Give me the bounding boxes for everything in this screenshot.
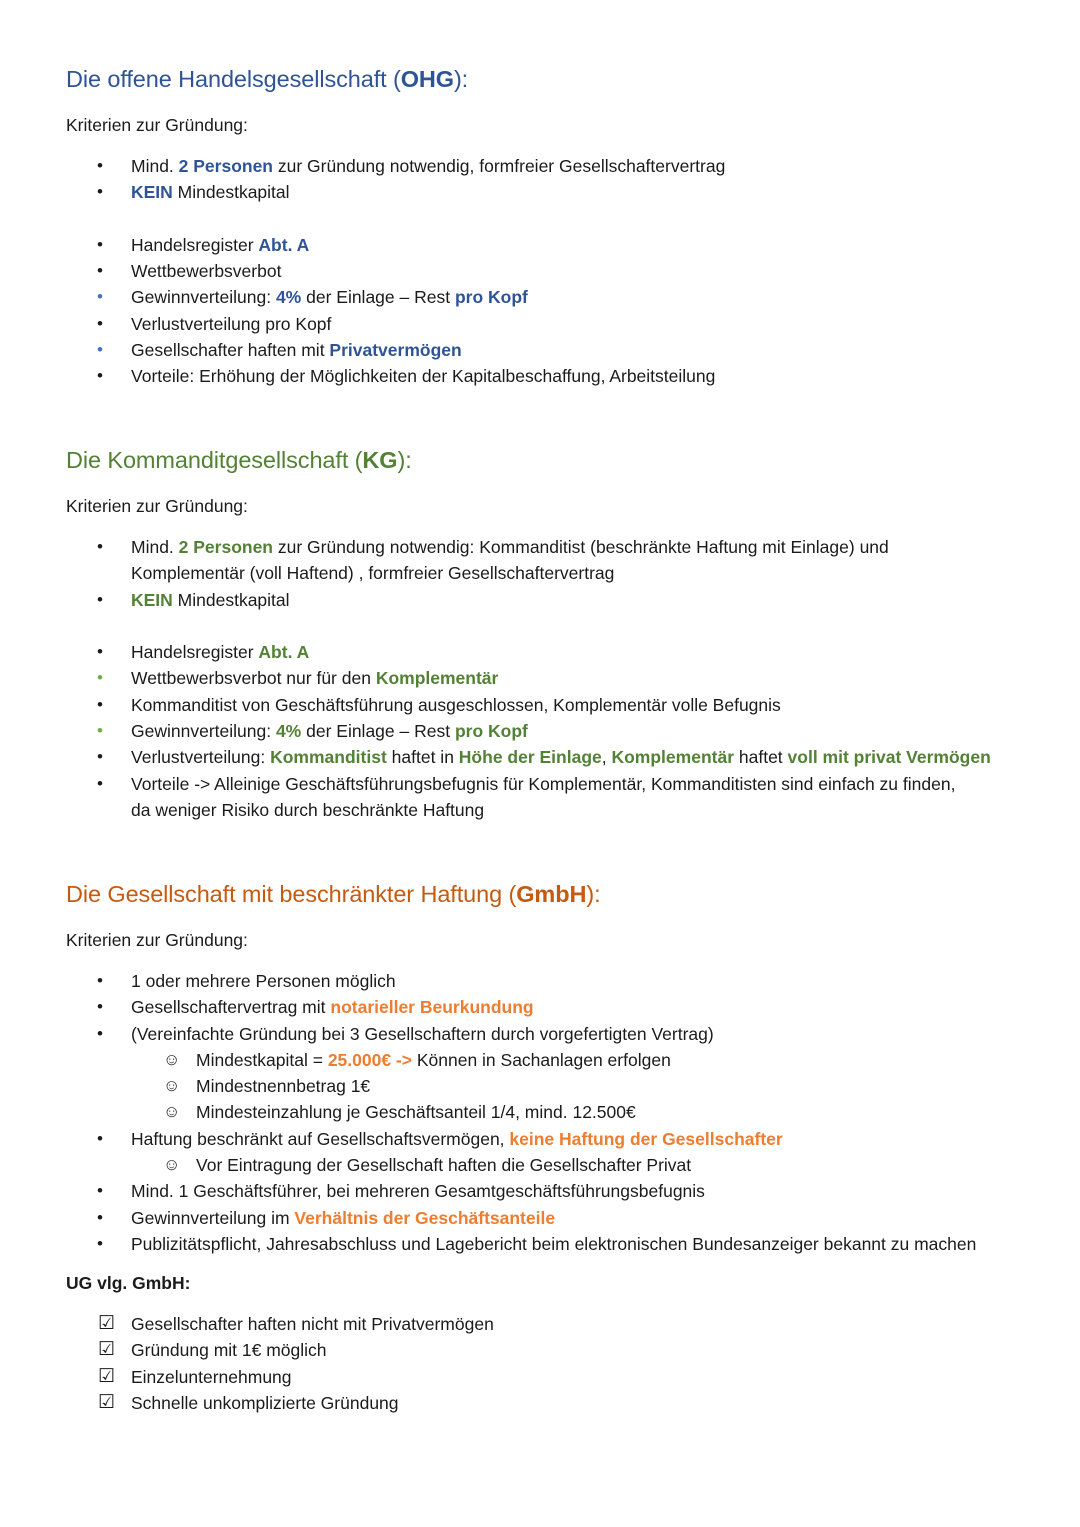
kg-heading: Die Kommanditgesellschaft (KG):	[66, 447, 412, 473]
gmbh-list	[0, 968, 1060, 1257]
bullet-icon: •	[97, 642, 103, 662]
gmbh-heading: Die Gesellschaft mit beschränkter Haftung (GmbH):	[66, 881, 601, 907]
list-item: • Handelsregister Abt. A	[0, 232, 1060, 258]
bullet-icon: •	[97, 1181, 103, 1201]
smiley-icon: ☺	[163, 1102, 181, 1122]
list-item: • Gewinnverteilung: 4% der Einlage – Rest pro Kopf	[0, 284, 1060, 310]
smiley-icon: ☺	[163, 1155, 181, 1175]
list-item: • Verlustverteilung pro Kopf	[0, 311, 1060, 337]
list-item: • Handelsregister Abt. A	[0, 639, 1060, 665]
list-item: ☑ Gesellschafter haften nicht mit Privatvermögen	[0, 1311, 1060, 1337]
bullet-icon: •	[97, 668, 103, 688]
bullet-icon: •	[97, 1128, 103, 1148]
smiley-icon: ☺	[163, 1049, 181, 1069]
checkbox-icon: ☑	[98, 1339, 116, 1361]
list-item: • Wettbewerbsverbot nur für den Komplementär	[0, 665, 1060, 691]
list-item: • Mind. 1 Geschäftsführer, bei mehreren Gesamtgeschäftsführungsbefugnis	[0, 1178, 1060, 1204]
bullet-icon: •	[97, 694, 103, 714]
list-item: • KEIN Mindestkapital	[0, 179, 1060, 205]
bullet-icon: •	[97, 313, 103, 333]
kg-list	[0, 534, 1060, 823]
checkbox-icon: ☑	[98, 1391, 116, 1413]
bullet-icon: •	[97, 747, 103, 767]
list-item: • Vorteile: Erhöhung der Möglichkeiten der Kapitalbeschaffung, Arbeitsteilung	[0, 363, 1060, 389]
list-item: • Gewinnverteilung: 4% der Einlage – Rest pro Kopf	[0, 718, 1060, 744]
list-item: • Publizitätspflicht, Jahresabschluss und Lagebericht beim elektronischen Bundesanzeiger bekannt zu machen	[0, 1231, 1060, 1257]
list-item: • Mind. 2 Personen zur Gründung notwendig: Kommanditist (beschränkte Haftung mit Einlage) und Komplementär (voll Haftend) , formfreier Gesellschaftervertrag	[0, 534, 1060, 587]
bullet-icon: •	[97, 997, 103, 1017]
bullet-icon: •	[97, 721, 103, 741]
smiley-icon: ☺	[163, 1076, 181, 1096]
bullet-icon: •	[97, 261, 103, 281]
checkbox-icon: ☑	[98, 1313, 116, 1334]
list-item: ☑ Gründung mit 1€ möglich	[0, 1337, 1060, 1363]
bullet-icon: •	[97, 340, 103, 360]
list-item: ☺ Vor Eintragung der Gesellschaft haften die Gesellschafter Privat	[0, 1152, 1060, 1178]
checkbox-icon: ☑	[98, 1365, 116, 1387]
list-item: ☑ Schnelle unkomplizierte Gründung	[0, 1390, 1060, 1416]
ug-list	[0, 1311, 1060, 1416]
list-item: • Wettbewerbsverbot	[0, 258, 1060, 284]
list-item: ☺ Mindestkapital = 25.000€ -> Können in Sachanlagen erfolgen	[0, 1047, 1060, 1073]
list-item: ☑ Einzelunternehmung	[0, 1364, 1060, 1390]
bullet-icon: •	[97, 537, 103, 556]
list-item: • Gesellschaftervertrag mit notarieller Beurkundung	[0, 994, 1060, 1020]
list-item: • Verlustverteilung: Kommanditist haftet in Höhe der Einlage, Komplementär haftet voll mit privat Vermögen	[0, 744, 1060, 770]
list-item: • KEIN Mindestkapital	[0, 587, 1060, 613]
list-item: • Kommanditist von Geschäftsführung ausgeschlossen, Komplementär volle Befugnis	[0, 692, 1060, 718]
list-item: • Gewinnverteilung im Verhältnis der Geschäftsanteile	[0, 1205, 1060, 1231]
list-item: • Vorteile -> Alleinige Geschäftsführungsbefugnis für Komplementär, Kommanditisten sind einfach zu finden, da weniger Risiko durch beschränkte Haftung	[0, 771, 1060, 824]
list-item: • Mind. 2 Personen zur Gründung notwendig, formfreier Gesellschaftervertrag	[0, 153, 1060, 179]
list-item: • Haftung beschränkt auf Gesellschaftsvermögen, keine Haftung der Gesellschafter	[0, 1126, 1060, 1152]
ug-heading: UG vlg. GmbH:	[66, 1273, 191, 1293]
kg-criteria-label: Kriterien zur Gründung:	[66, 496, 248, 516]
bullet-icon: •	[97, 1207, 103, 1227]
bullet-icon: •	[97, 234, 103, 254]
bullet-icon: •	[97, 366, 103, 386]
bullet-icon: •	[97, 287, 103, 307]
list-item: • (Vereinfachte Gründung bei 3 Gesellschaftern durch vorgefertigten Vertrag)	[0, 1021, 1060, 1047]
bullet-icon: •	[97, 589, 103, 609]
bullet-icon: •	[97, 1023, 103, 1043]
ohg-criteria-label: Kriterien zur Gründung:	[66, 115, 248, 135]
ohg-list	[0, 153, 1060, 390]
bullet-icon: •	[97, 773, 103, 793]
bullet-icon: •	[97, 971, 103, 990]
bullet-icon: •	[97, 182, 103, 202]
gmbh-criteria-label: Kriterien zur Gründung:	[66, 930, 248, 950]
list-item: • Gesellschafter haften mit Privatvermögen	[0, 337, 1060, 363]
ohg-heading: Die offene Handelsgesellschaft (OHG):	[66, 66, 469, 92]
list-item: • 1 oder mehrere Personen möglich	[0, 968, 1060, 994]
list-item: ☺ Mindesteinzahlung je Geschäftsanteil 1/4, mind. 12.500€	[0, 1099, 1060, 1125]
bullet-icon: •	[97, 156, 103, 175]
bullet-icon: •	[97, 1233, 103, 1253]
list-item: ☺ Mindestnennbetrag 1€	[0, 1073, 1060, 1099]
